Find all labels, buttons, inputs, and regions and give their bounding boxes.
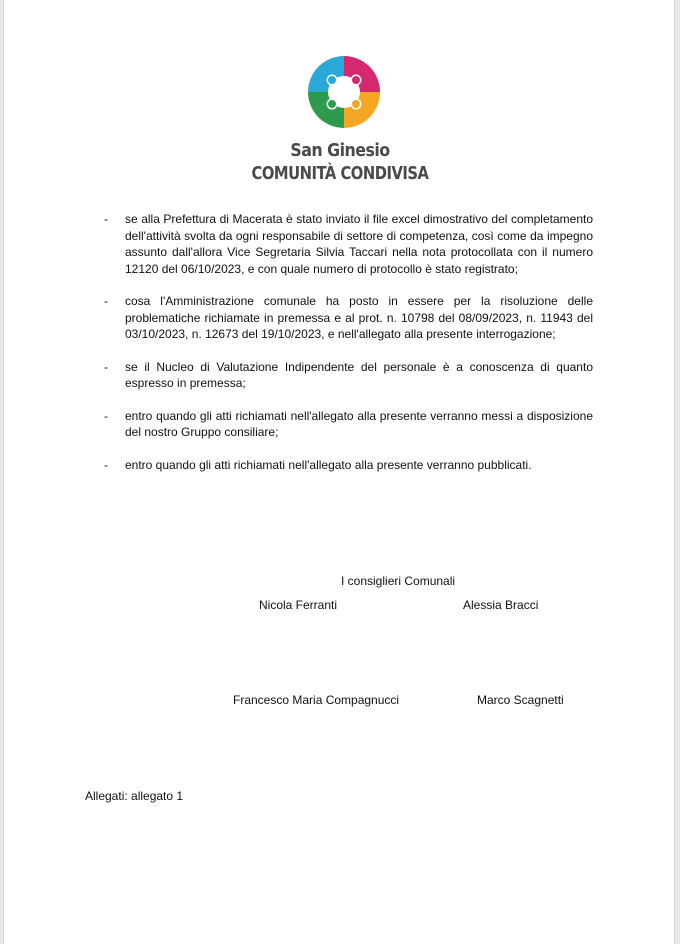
people-circle-logo-icon: [304, 52, 384, 132]
signatures-heading: I consiglieri Comunali: [341, 574, 456, 588]
bullet-dash: -: [104, 212, 108, 226]
list-item: [104, 211, 593, 277]
bullet-dash: -: [104, 457, 108, 472]
brand-tagline: COMUNITÀ CONDIVISA: [251, 163, 429, 184]
list-item-text: se il Nucleo di Valutazione Indipendente del personale è a conoscenza di quanto espresso in premessa;: [125, 359, 593, 390]
list-item: [104, 408, 593, 441]
signature-name: Francesco Maria Compagnucci: [233, 693, 400, 707]
signature-name: Alessia Bracci: [463, 598, 539, 612]
bullet-dash: -: [104, 408, 108, 423]
bullet-dash: -: [104, 294, 108, 308]
bullet-dash: -: [104, 359, 108, 374]
list-item: [104, 359, 593, 392]
list-item-text: entro quando gli atti richiamati nell'allegato alla presente verranno messi a disposizione del nostro Gruppo consiliare;: [125, 408, 593, 439]
list-item: [104, 457, 593, 474]
document-page: [3, 0, 675, 944]
attachments-note: Allegati: allegato 1: [85, 789, 184, 803]
brand-name: San Ginesio: [290, 140, 390, 161]
list-item: [104, 293, 593, 343]
list-item-text: se alla Prefettura di Macerata è stato inviato il file excel dimostrativo del completamento dell'attività svolta da ogni responsabile di settore di competenza, così come da impegno assunto dall'allora Vice Segretaria Silvia Taccari nella nota protocollata con il numero 12120 del 06/10/2023, e con quale numero di protocollo è stato registrato;: [125, 212, 593, 276]
question-list: [104, 211, 593, 489]
signature-name: Nicola Ferranti: [259, 598, 338, 612]
signature-name: Marco Scagnetti: [477, 693, 564, 707]
list-item-text: entro quando gli atti richiamati nell'allegato alla presente verranno pubblicati.: [125, 457, 532, 472]
list-item-text: cosa l'Amministrazione comunale ha posto in essere per la risoluzione delle problematiche richiamate in premessa e al prot. n. 10798 del 08/09/2023, n. 11943 del 03/10/2023, n. 12673 del 19/10/2023, e nell'allegato alla presente interrogazione;: [125, 294, 593, 341]
